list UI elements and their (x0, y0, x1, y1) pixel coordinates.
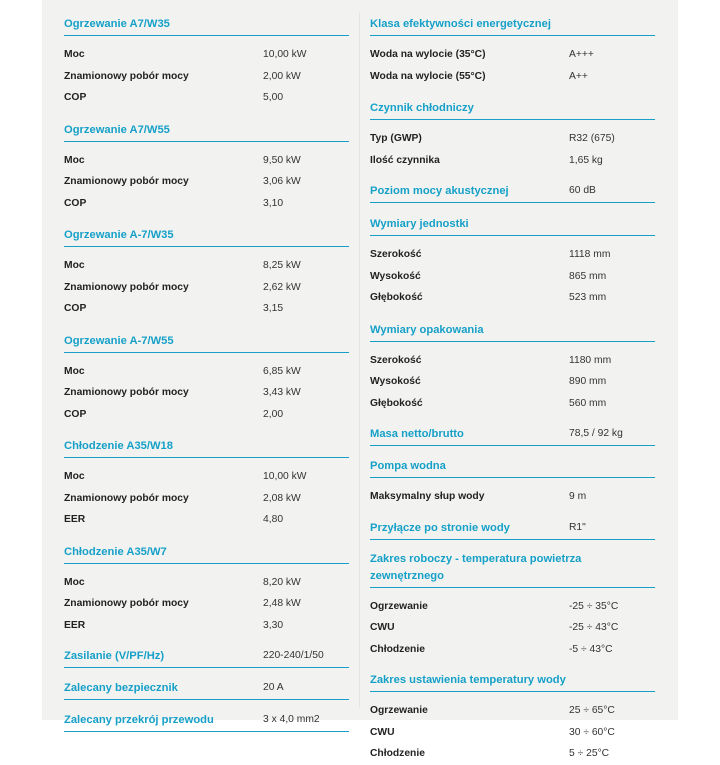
spec-row (64, 404, 349, 426)
spec-label: Chłodzenie (370, 643, 425, 655)
spec-row (64, 509, 349, 531)
water-connection-row (370, 516, 655, 540)
section-unit-dimensions (370, 212, 655, 309)
spec-value: 10,00 kW (263, 471, 307, 482)
spec-value: 3,10 (263, 197, 284, 209)
spec-value: 3,43 kW (263, 387, 301, 398)
section-title: Czynnik chłodniczy (370, 96, 655, 120)
spec-value: 8,25 kW (263, 260, 301, 271)
spec-label: EER (64, 514, 86, 525)
spec-row (370, 617, 655, 639)
spec-label: Ilość czynnika (370, 154, 440, 166)
spec-value: A++ (569, 70, 588, 82)
spec-label: Woda na wylocie (35°C) (370, 49, 486, 60)
spec-value: 3,15 (263, 303, 284, 314)
spec-value: 5 ÷ 25°C (569, 748, 610, 759)
spec-row (370, 722, 655, 744)
spec-value: 3 x 4,0 mm2 (263, 714, 320, 725)
spec-value: 30 ÷ 60°C (569, 726, 615, 738)
section-energy-class (370, 12, 655, 87)
spec-value: -25 ÷ 43°C (569, 622, 619, 633)
spec-row (64, 277, 349, 299)
section-heating-am7-w55 (64, 329, 349, 426)
spec-label: Zalecany bezpiecznik (64, 682, 178, 694)
section-package-dimensions (370, 318, 655, 415)
spec-label: Głębokość (370, 292, 423, 303)
spec-value: R32 (675) (569, 133, 615, 144)
section-water-pump (370, 454, 655, 508)
spec-label: Moc (64, 471, 85, 482)
spec-row (64, 466, 349, 488)
cable-row (64, 708, 349, 732)
right-column (370, 12, 655, 765)
spec-row (370, 128, 655, 150)
section-operating-range (370, 548, 655, 661)
section-title: Klasa efektywności energetycznej (370, 12, 655, 36)
section-title: Wymiary opakowania (370, 318, 655, 342)
spec-row (370, 393, 655, 415)
section-heating-a7-w55 (64, 118, 349, 215)
spec-value: 8,20 kW (263, 576, 301, 588)
spec-label: Moc (64, 260, 85, 271)
mass-row (370, 422, 655, 446)
spec-label: Szerokość (370, 249, 422, 260)
spec-row (370, 371, 655, 393)
spec-value: 20 A (263, 682, 284, 693)
spec-row (370, 287, 655, 309)
spec-row (64, 150, 349, 172)
spec-label: Znamionowy pobór mocy (64, 281, 189, 293)
spec-label: Zalecany przekrój przewodu (64, 714, 214, 726)
spec-value: A+++ (569, 49, 594, 60)
spec-value: 2,62 kW (263, 281, 301, 293)
spec-label: Znamionowy pobór mocy (64, 70, 189, 82)
spec-label: Zasilanie (V/PF/Hz) (64, 650, 165, 662)
spec-row (370, 743, 655, 765)
spec-label: Znamionowy pobór mocy (64, 176, 189, 187)
spec-row (64, 255, 349, 277)
sound-power-row (370, 179, 655, 203)
spec-label: COP (64, 92, 87, 103)
spec-label: Poziom mocy akustycznej (370, 185, 509, 197)
spec-label: Przyłącze po stronie wody (370, 521, 510, 534)
spec-row (64, 44, 349, 66)
spec-label: Głębokość (370, 397, 423, 409)
spec-row (370, 700, 655, 722)
spec-value: 523 mm (569, 292, 607, 303)
spec-label: Znamionowy pobór mocy (64, 387, 189, 398)
spec-label: Znamionowy pobór mocy (64, 492, 189, 504)
spec-value: 1,65 kg (569, 154, 603, 166)
section-title: Zakres roboczy - temperatura powietrza zewnętrznego (370, 548, 655, 588)
spec-label: EER (64, 619, 86, 631)
spec-row (64, 488, 349, 510)
spec-value: 4,80 (263, 514, 284, 525)
spec-value: R1" (569, 521, 586, 533)
spec-value: 60 dB (569, 185, 596, 196)
spec-value: 10,00 kW (263, 49, 307, 60)
spec-label: Wysokość (370, 270, 421, 282)
spec-label: Typ (GWP) (370, 133, 422, 144)
spec-value: 1180 mm (569, 354, 612, 366)
spec-label: CWU (370, 622, 395, 633)
spec-row (64, 193, 349, 215)
spec-row (370, 486, 655, 508)
spec-label: Znamionowy pobór mocy (64, 598, 189, 609)
spec-row (370, 266, 655, 288)
section-title: Pompa wodna (370, 454, 655, 478)
spec-value: 6,85 kW (263, 365, 301, 377)
spec-row (370, 44, 655, 66)
spec-value: 3,30 (263, 619, 284, 631)
spec-label: Moc (64, 365, 85, 377)
spec-label: Ogrzewanie (370, 600, 428, 612)
section-title: Ogrzewanie A-7/W35 (64, 223, 349, 247)
spec-value: -25 ÷ 35°C (569, 600, 619, 612)
column-divider (359, 12, 360, 708)
spec-row (370, 350, 655, 372)
section-title: Zakres ustawienia temperatury wody (370, 668, 655, 692)
spec-row (370, 150, 655, 172)
spec-row (64, 361, 349, 383)
spec-row (370, 244, 655, 266)
spec-value: 1118 mm (569, 249, 611, 260)
spec-label: Szerokość (370, 354, 422, 366)
spec-label: Masa netto/brutto (370, 428, 464, 440)
spec-value: 9 m (569, 491, 587, 502)
spec-label: Wysokość (370, 376, 421, 387)
section-title: Ogrzewanie A7/W55 (64, 118, 349, 142)
section-title: Wymiary jednostki (370, 212, 655, 236)
spec-row (64, 593, 349, 615)
spec-label: COP (64, 408, 87, 420)
section-title: Chłodzenie A35/W18 (64, 434, 349, 458)
spec-label: Chłodzenie (370, 748, 425, 759)
spec-value: -5 ÷ 43°C (569, 643, 613, 655)
spec-value: 890 mm (569, 376, 607, 387)
spec-label: CWU (370, 726, 395, 738)
section-title: Chłodzenie A35/W7 (64, 540, 349, 564)
spec-value: 220-240/1/50 (263, 650, 324, 661)
spec-value: 2,48 kW (263, 598, 301, 609)
fuse-row (64, 676, 349, 700)
section-cooling-a35-w18 (64, 434, 349, 531)
section-cooling-a35-w7 (64, 540, 349, 637)
spec-value: 865 mm (569, 270, 607, 282)
spec-row (64, 298, 349, 320)
spec-label: Maksymalny słup wody (370, 491, 485, 502)
spec-row (64, 382, 349, 404)
spec-row (64, 87, 349, 109)
spec-row (64, 66, 349, 88)
spec-value: 78,5 / 92 kg (569, 428, 623, 439)
left-column (64, 12, 349, 732)
spec-value: 3,06 kW (263, 176, 301, 187)
power-supply-row (64, 644, 349, 668)
spec-label: Moc (64, 49, 85, 60)
spec-label: Woda na wylocie (55°C) (370, 70, 486, 82)
spec-label: COP (64, 197, 87, 209)
spec-value: 9,50 kW (263, 154, 301, 166)
spec-row (64, 615, 349, 637)
spec-row (370, 596, 655, 618)
section-heating-am7-w35 (64, 223, 349, 320)
spec-label: Moc (64, 576, 85, 588)
spec-label: Moc (64, 154, 85, 166)
spec-label: COP (64, 303, 87, 314)
spec-value: 2,00 (263, 408, 284, 420)
spec-value: 25 ÷ 65°C (569, 705, 615, 716)
spec-value: 560 mm (569, 397, 607, 409)
spec-label: Ogrzewanie (370, 705, 428, 716)
spec-value: 2,00 kW (263, 70, 301, 82)
section-refrigerant (370, 96, 655, 171)
section-water-temp-range (370, 668, 655, 765)
section-title: Ogrzewanie A7/W35 (64, 12, 349, 36)
section-title: Ogrzewanie A-7/W55 (64, 329, 349, 353)
section-heating-a7-w35 (64, 12, 349, 109)
spec-value: 2,08 kW (263, 492, 301, 504)
spec-value: 5,00 (263, 92, 284, 103)
spec-row (64, 572, 349, 594)
spec-row (64, 171, 349, 193)
spec-row (370, 639, 655, 661)
spec-row (370, 66, 655, 88)
